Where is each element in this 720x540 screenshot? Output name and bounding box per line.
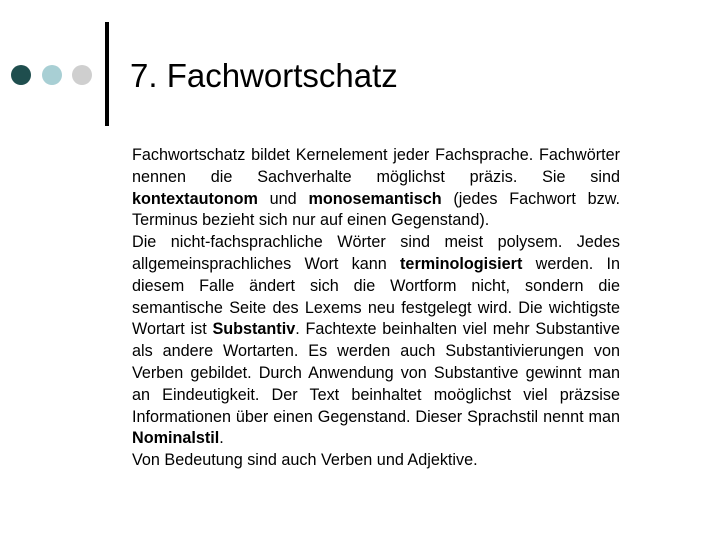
bold-term: monosemantisch	[308, 189, 442, 208]
bold-term: Nominalstil	[132, 429, 220, 448]
slide-body	[132, 145, 620, 472]
paragraph-2	[132, 232, 620, 450]
slide-title: 7. Fachwortschatz	[130, 57, 398, 94]
paragraph-3: Von Bedeutung sind auch Verben und Adjektive.	[132, 451, 478, 470]
text-run: (jedes Fachwort bzw. Terminus bezieht sich nur auf einen Gegenstand).	[132, 189, 620, 230]
title-divider	[105, 22, 109, 126]
bullet-dot-dark	[11, 65, 31, 85]
bold-term: Substantiv	[212, 320, 296, 339]
text-run: . Fachtexte beinhalten viel mehr Substantive als andere Wortarten. Es werden auch Substantivierungen von Verben gebildet. Durch Anwendung von Substantive gewinnt man an Eindeutigkeit. Der Text beinhaltet moöglichst viel präzsise Informationen über einen Gegenstand. Dieser Sprachstil nennt man	[132, 320, 620, 426]
text-run: werden. In diesem Falle ändert sich die Wortform nicht, sondern die semantische Seite des Lexems neu festgelegt wird. Die wichtigste Wortart ist	[132, 254, 620, 339]
paragraph-1	[132, 145, 620, 232]
text-run: Die nicht-fachsprachliche Wörter sind meist polysem. Jedes allgemeinsprachliches Wort kann	[132, 233, 620, 273]
text-run: Fachwortschatz bildet Kernelement jeder Fachsprache. Fachwörter nennen die Sachverhalte möglichst präzis. Sie sind	[132, 146, 620, 186]
text-run: .	[219, 429, 224, 448]
bold-term: kontextautonom	[132, 189, 258, 208]
text-run: und	[257, 189, 309, 208]
bullet-dot-grey	[72, 65, 92, 85]
bold-term: terminologisiert	[400, 254, 523, 273]
bullet-dot-light-blue	[42, 65, 62, 85]
